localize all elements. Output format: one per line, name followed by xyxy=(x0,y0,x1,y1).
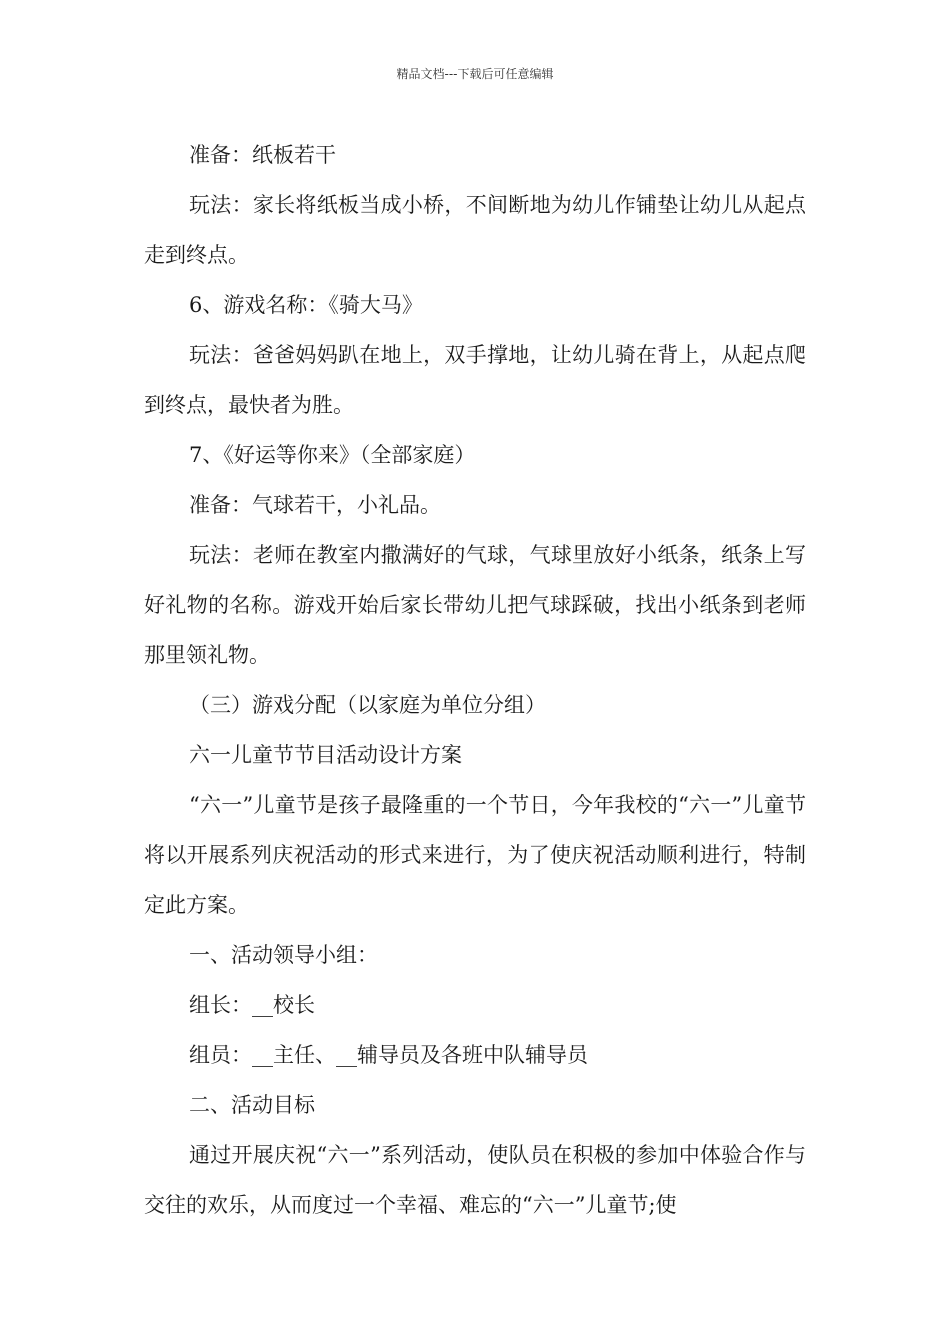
page-header: 精品文档---下载后可任意编辑 xyxy=(396,67,554,81)
paragraph-game-6-title: 6、游戏名称：《骑大马》 xyxy=(189,293,423,317)
paragraph-game-7-title: 7、《好运等你来》（全部家庭） xyxy=(189,443,476,467)
document-body xyxy=(144,130,806,1230)
paragraph-play-balloons: 玩法：老师在教室内撒满好的气球，气球里放好小纸条，纸条上写好礼物的名称。游戏开始后家长带幼儿把气球踩破，找出小纸条到老师那里领礼物。 xyxy=(144,543,806,667)
paragraph-intro: “六一”儿童节是孩子最隆重的一个节日，今年我校的“六一”儿童节将以开展系列庆祝活动的形式来进行，为了使庆祝活动顺利进行，特制定此方案。 xyxy=(144,793,806,917)
paragraph-prep-cardboard: 准备：纸板若干 xyxy=(189,143,336,167)
paragraph-play-bridge: 玩法：家长将纸板当成小桥，不间断地为幼儿作铺垫让幼儿从起点走到终点。 xyxy=(144,193,806,267)
paragraph-leader: 组长：__校长 xyxy=(189,993,315,1017)
paragraph-plan-title: 六一儿童节节目活动设计方案 xyxy=(189,743,462,767)
paragraph-goal: 通过开展庆祝“六一”系列活动，使队员在积极的参加中体验合作与交往的欢乐，从而度过一个幸福、难忘的“六一”儿童节;使 xyxy=(144,1143,806,1217)
paragraph-play-horse: 玩法：爸爸妈妈趴在地上，双手撑地，让幼儿骑在背上，从起点爬到终点，最快者为胜。 xyxy=(144,343,806,417)
paragraph-section-1: 一、活动领导小组： xyxy=(189,943,378,967)
paragraph-section-2: 二、活动目标 xyxy=(189,1093,315,1117)
paragraph-prep-balloons: 准备：气球若干，小礼品。 xyxy=(189,493,441,517)
paragraph-members: 组员：__主任、__辅导员及各班中队辅导员 xyxy=(189,1043,588,1067)
paragraph-section-3: （三）游戏分配（以家庭为单位分组） xyxy=(189,693,546,717)
